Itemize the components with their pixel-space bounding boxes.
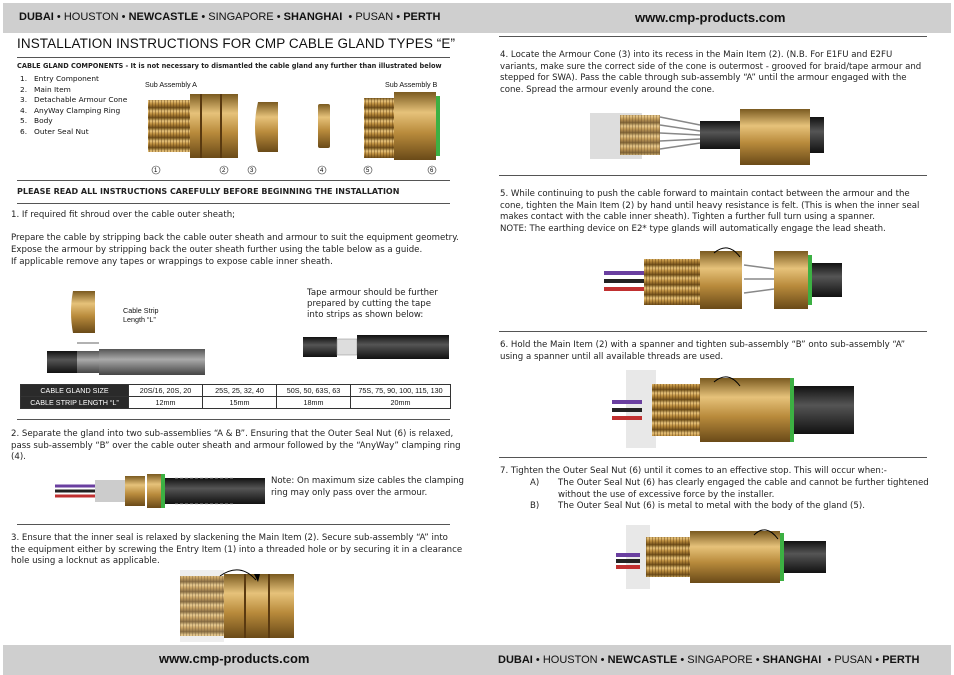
step7-a-text: The Outer Seal Nut (6) has clearly engaged the cable and cannot be further tightened without the use of excessive force by the installer. (558, 478, 929, 500)
table-cell: 50S, 50, 63S, 63 (277, 385, 351, 397)
list-item: 4. AnyWay Clamping Ring (20, 105, 121, 115)
cable-strip-table (20, 384, 451, 409)
list-item: 6. Outer Seal Nut (20, 126, 89, 136)
components-list (20, 74, 127, 138)
divider (499, 36, 927, 37)
step7-illustration (616, 525, 828, 589)
svg-text:3: 3 (250, 168, 254, 174)
divider (17, 203, 450, 204)
step2-note: Note: On maximum size cables the clamping ring may only pass over the armour. (271, 476, 464, 498)
sub-assembly-b-label: Sub Assembly B (385, 80, 438, 89)
divider (17, 524, 450, 525)
divider (17, 419, 450, 420)
cable-illustration (45, 285, 210, 377)
step1-paragraph-3: If applicable remove any tapes or wrappings to expose cable inner sheath. (11, 257, 333, 267)
seal-part (436, 96, 440, 156)
header-bar (3, 3, 951, 33)
entry-thread-part (148, 100, 190, 152)
footer-cities: DUBAI • HOUSTON • NEWCASTLE • SINGAPORE • SHANGHAI • PUSAN • PERTH (498, 654, 920, 666)
step5-text: 5. While continuing to push the cable forward to maintain contact between the armour and the cone, tighten the Main Item (2) by hand until heavy resistance is felt. (This is when the inner seal makes contact with the cable inner sheath). Tighten a further full turn using a spanner. NOTE: The earthing device on E2* type glands will automatically engage the lead sheath. (500, 189, 920, 234)
armour-cone-part (255, 102, 278, 152)
list-item: 3. Detachable Armour Cone (20, 95, 128, 105)
strip-label-2: Length “L” (123, 315, 156, 324)
divider (499, 457, 927, 458)
step7-b-text: The Outer Seal Nut (6) is metal to metal with the body of the gland (5). (558, 501, 865, 511)
step7-text: 7. Tighten the Outer Seal Nut (6) until it comes to an effective stop. This will occur when:- (500, 466, 887, 476)
list-item: 1. Entry Component (20, 74, 99, 83)
tape-armour-illustration (303, 333, 449, 361)
step2-text: 2. Separate the gland into two sub-assemblies “A & B”. Ensuring that the Outer Seal Nut (6) is relaxed, pass sub-assembly “B” over the cable outer sheath and armour followed by the “AnyWay” clamping ring (4). (11, 429, 461, 463)
footer-bar (3, 645, 951, 675)
strip-label-1: Cable Strip (123, 306, 159, 315)
step2-illustration (55, 470, 265, 510)
gland-component-illustration (140, 88, 450, 178)
body-part (364, 98, 394, 158)
divider (17, 57, 450, 58)
step7-a-label: A) (530, 478, 540, 488)
divider (499, 331, 927, 332)
list-item: 5. Body (20, 116, 53, 126)
header-cities: DUBAI • HOUSTON • NEWCASTLE • SINGAPORE • SHANGHAI • PUSAN • PERTH (19, 11, 441, 23)
step1-paragraph-1: Prepare the cable by stripping back the cable outer sheath and armour to suit the equipment geometry. (11, 233, 459, 243)
clamping-ring-part (318, 104, 330, 148)
main-item-part (190, 94, 238, 158)
table-header: CABLE STRIP LENGTH “L” (21, 397, 129, 409)
sub-assembly-a-label: Sub Assembly A (145, 80, 197, 89)
table-cell: 15mm (203, 397, 277, 409)
page-title: INSTALLATION INSTRUCTIONS FOR CMP CABLE GLAND TYPES “E” (17, 36, 456, 51)
step6-text: 6. Hold the Main Item (2) with a spanner and tighten sub-assembly “B” onto sub-assembly “A” using a spanner until all available threads are used. (500, 340, 906, 362)
table-header: CABLE GLAND SIZE (21, 385, 129, 397)
table-cell: 20mm (351, 397, 451, 409)
table-cell: 12mm (129, 397, 203, 409)
please-read-heading: PLEASE READ ALL INSTRUCTIONS CAREFULLY BEFORE BEGINNING THE INSTALLATION (17, 187, 400, 196)
step3-text: 3. Ensure that the inner seal is relaxed by slackening the Main Item (2). Secure sub-assembly “A” into the equipment either by screwing the Entry Item (1) into a threaded hole or by securing it in a clearance hole using a locknut as applicable. (11, 533, 463, 567)
step7-b-label: B) (530, 501, 540, 511)
table-cell: 20S/16, 20S, 20 (129, 385, 203, 397)
svg-text:1: 1 (154, 168, 158, 174)
svg-text:6: 6 (430, 168, 434, 174)
table-cell: 18mm (277, 397, 351, 409)
footer-url-link[interactable]: www.cmp-products.com (159, 651, 310, 666)
divider (499, 175, 927, 176)
step3-illustration (180, 562, 300, 642)
step4-text: 4. Locate the Armour Cone (3) into its recess in the Main Item (2). (N.B. For E1FU and E2FU variants, make sure the correct side of the cone is outermost - grooved for braid/tape armour and stepped for SWA). Pass the cable through sub-assembly “A” until the armour engaged with the cone. Spread the armour evenly around the cone. (500, 50, 922, 95)
step1-intro: 1. If required fit shroud over the cable outer sheath; (11, 210, 236, 220)
step4-illustration (590, 103, 830, 165)
table-cell: 75S, 75, 90, 100, 115, 130 (351, 385, 451, 397)
tape-note: Tape armour should be further prepared by cutting the tape into strips as shown below: (307, 288, 438, 320)
divider (17, 180, 450, 181)
list-item: 2. Main Item (20, 84, 71, 94)
components-heading: CABLE GLAND COMPONENTS - It is not necessary to dismantled the cable gland any further than illustrated below (17, 62, 442, 70)
step6-illustration (612, 370, 857, 448)
svg-text:5: 5 (366, 168, 370, 174)
step1-paragraph-2: Expose the armour by stripping back the outer sheath further using the table below as a guide. (11, 245, 423, 255)
table-cell: 25S, 25, 32, 40 (203, 385, 277, 397)
table-row (21, 385, 451, 397)
step5-illustration (604, 245, 844, 313)
svg-text:4: 4 (320, 168, 324, 174)
header-url-link[interactable]: www.cmp-products.com (635, 10, 786, 25)
svg-text:2: 2 (222, 168, 226, 174)
table-row (21, 397, 451, 409)
